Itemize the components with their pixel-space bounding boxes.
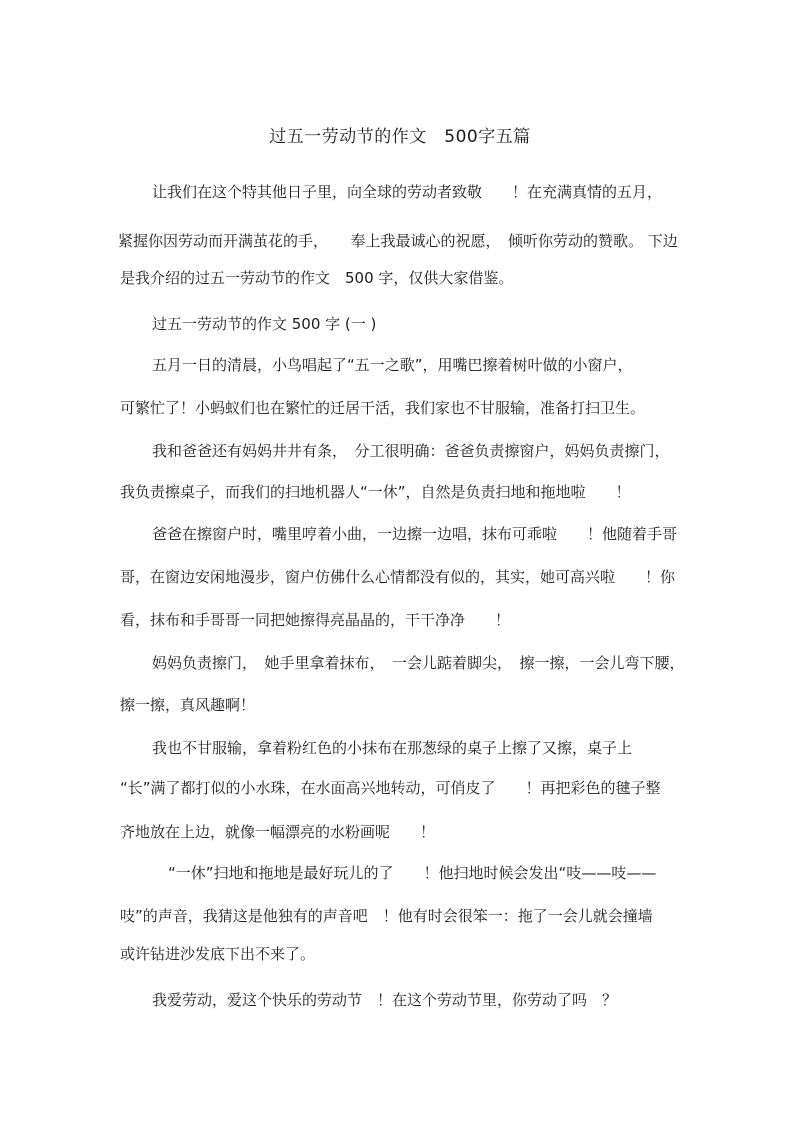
text-line: 擦一擦，真风趣啊！ (120, 696, 256, 714)
text-line: 爸爸在擦窗户时，嘴里哼着小曲，一边擦一边唱，抹布可乖啦 ！他随着手哥 (152, 525, 678, 543)
text-line: “一休”扫地和拖地是最好玩儿的了 ！他扫地时候会发出“吱——吱—— (168, 864, 657, 882)
text-line: 可繁忙了！小蚂蚁们也在繁忙的迁居干活，我们家也不甘服输，准备打扫卫生。 (120, 399, 646, 417)
text-line: 妈妈负责擦门， 她手里拿着抹布， 一会儿踮着脚尖， 擦一擦，一会儿弯下腰， (152, 654, 685, 672)
section-heading: 过五一劳动节的作文 500 字 (一 ) (152, 315, 377, 333)
text-line: 齐地放在上边，就像一幅漂亮的水粉画呢 ！ (120, 823, 436, 841)
text-line: 我和爸爸还有妈妈井井有条， 分工很明确：爸爸负责擦窗户，妈妈负责擦门， (152, 442, 670, 460)
text-line: 我负责擦桌子，而我们的扫地机器人“一休”，自然是负责扫地和拖地啦 ！ (120, 483, 631, 501)
text-line: 吱”的声音，我猜这是他独有的声音吧 ！他有时会很笨一：拖了一会儿就会撞墙 (120, 907, 653, 925)
text-line: 五月一日的清晨，小鸟唱起了“五一之歌”，用嘴巴擦着树叶做的小窗户， (152, 356, 633, 374)
text-line: 或许钻进沙发底下出不来了。 (120, 945, 316, 963)
text-line: 哥，在窗边安闲地漫步，窗户仿佛什么心情都没有似的，其实，她可高兴啦 ！你 (120, 568, 676, 586)
text-line: 我也不甘服输，拿着粉红色的小抹布在那葱绿的桌子上擦了又擦，桌子上 (152, 739, 633, 757)
text-line: 让我们在这个特其他日子里，向全球的劳动者致敬 ！在充满真情的五月， (152, 183, 663, 201)
text-line: 是我介绍的过五一劳动节的作文 500 字，仅供大家借鉴。 (120, 269, 514, 287)
text-line: 紧握你因劳动而开满茧花的手， 奉上我最诚心的祝愿， 倾听你劳动的赞歌。 下边 (118, 232, 678, 250)
text-line: “长”满了都打似的小水珠，在水面高兴地转动，可俏皮了 ！再把彩色的毽子整 (120, 779, 661, 797)
text-line: 我爱劳动，爱这个快乐的劳动节 ！在这个劳动节里，你劳动了吗 ？ (152, 991, 618, 1009)
page-title: 过五一劳动节的作文 500字五篇 (269, 127, 531, 147)
text-line: 看，抹布和手哥哥一同把她擦得亮晶晶的，干干净净 ！ (120, 611, 511, 629)
